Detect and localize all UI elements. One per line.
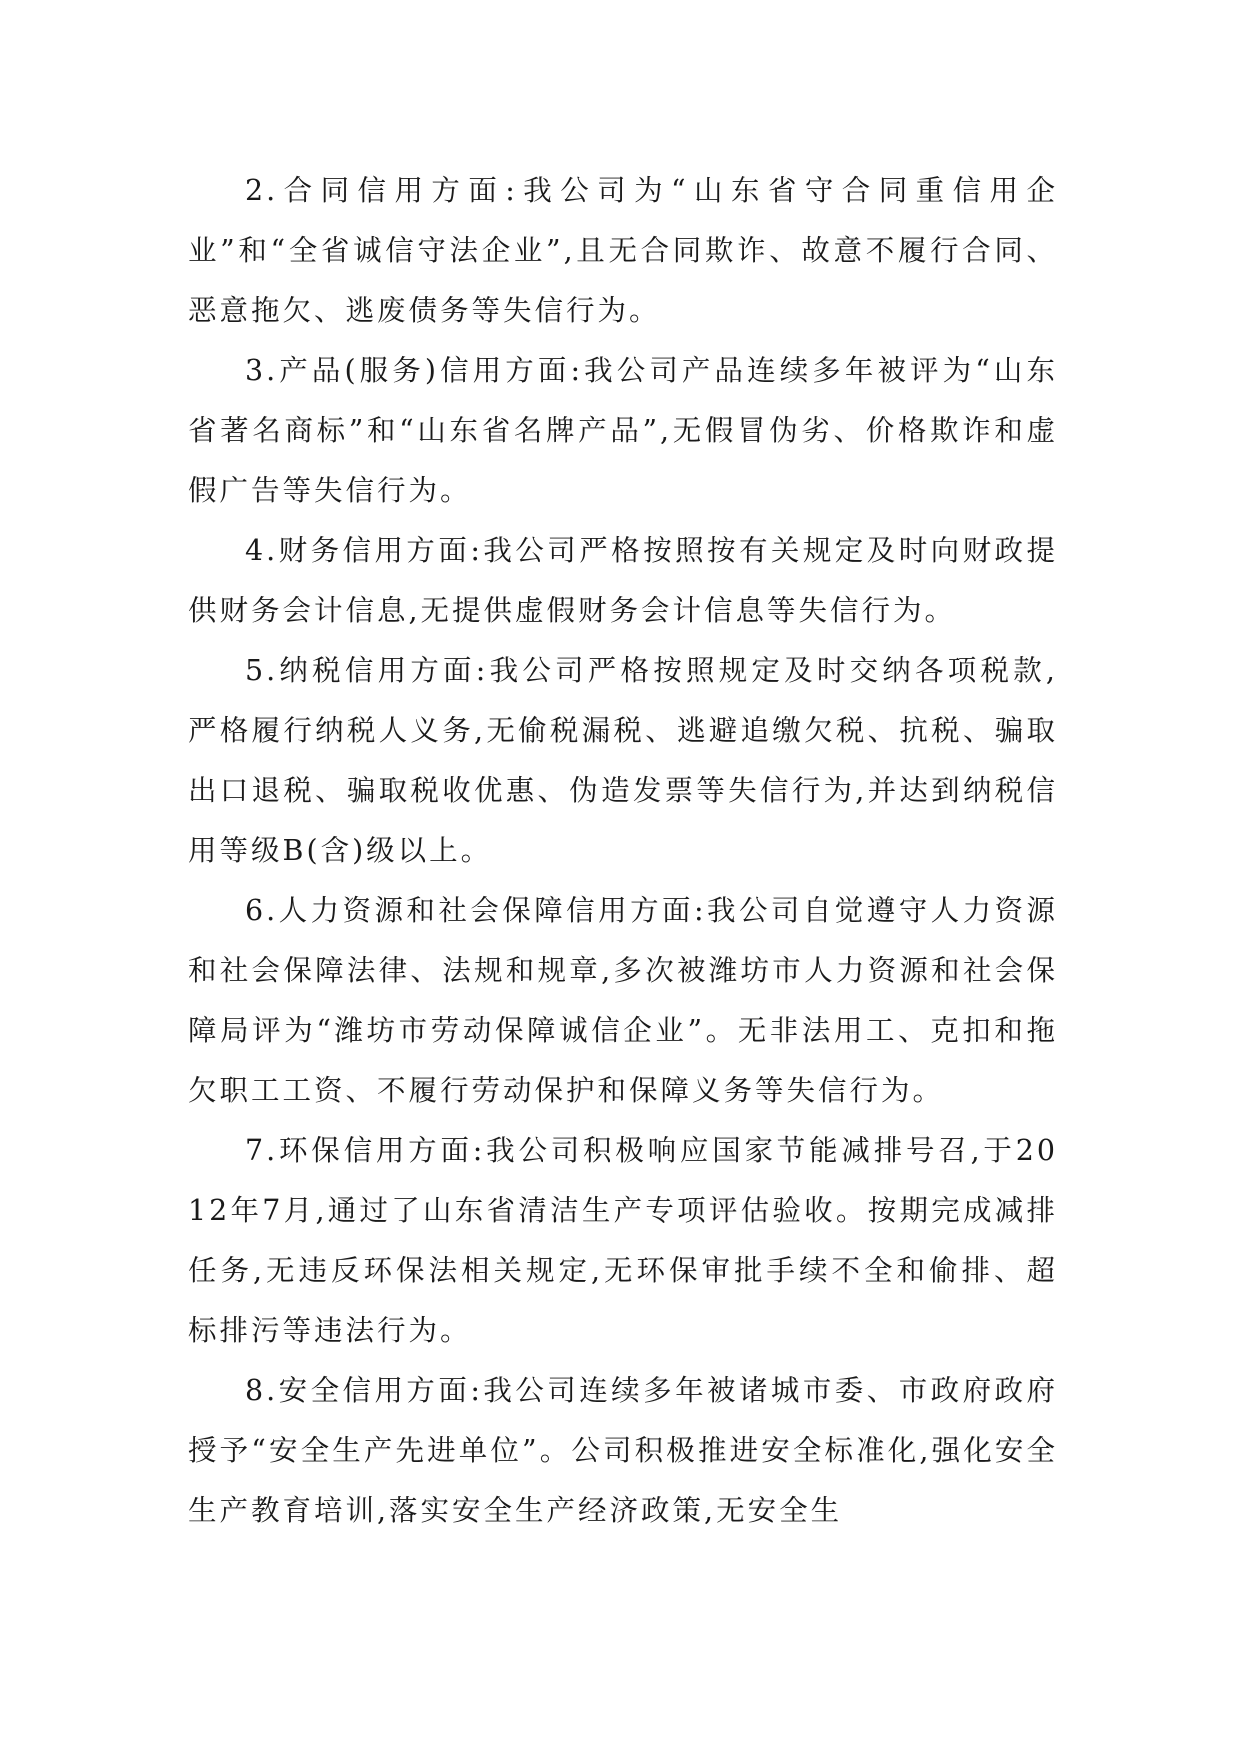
- paragraph-environment-credit: 7.环保信用方面:我公司积极响应国家节能减排号召,于2012年7月,通过了山东省清洁生产专项评估验收。按期完成减排任务,无违反环保法相关规定,无环保审批手续不全和偷排、超标排污等违法行为。: [188, 1134, 1058, 1347]
- paragraph-safety-credit: 8.安全信用方面:我公司连续多年被诸城市委、市政府政府授予“安全生产先进单位”。公司积极推进安全标准化,强化安全生产教育培训,落实安全生产经济政策,无安全生: [188, 1374, 1058, 1527]
- document-body: [188, 161, 1058, 1541]
- paragraph-contract-credit: 2.合同信用方面:我公司为“山东省守合同重信用企业”和“全省诚信守法企业”,且无合同欺诈、故意不履行合同、恶意拖欠、逃废债务等失信行为。: [188, 174, 1058, 327]
- paragraph-hr-credit: 6.人力资源和社会保障信用方面:我公司自觉遵守人力资源和社会保障法律、法规和规章,多次被潍坊市人力资源和社会保障局评为“潍坊市劳动保障诚信企业”。无非法用工、克扣和拖欠职工工资、不履行劳动保护和保障义务等失信行为。: [188, 894, 1058, 1107]
- paragraph-tax-credit: 5.纳税信用方面:我公司严格按照规定及时交纳各项税款,严格履行纳税人义务,无偷税漏税、逃避追缴欠税、抗税、骗取出口退税、骗取税收优惠、伪造发票等失信行为,并达到纳税信用等级B(含)级以上。: [188, 654, 1058, 867]
- paragraph-product-credit: 3.产品(服务)信用方面:我公司产品连续多年被评为“山东省著名商标”和“山东省名牌产品”,无假冒伪劣、价格欺诈和虚假广告等失信行为。: [188, 354, 1058, 507]
- paragraph-finance-credit: 4.财务信用方面:我公司严格按照按有关规定及时向财政提供财务会计信息,无提供虚假财务会计信息等失信行为。: [188, 534, 1058, 627]
